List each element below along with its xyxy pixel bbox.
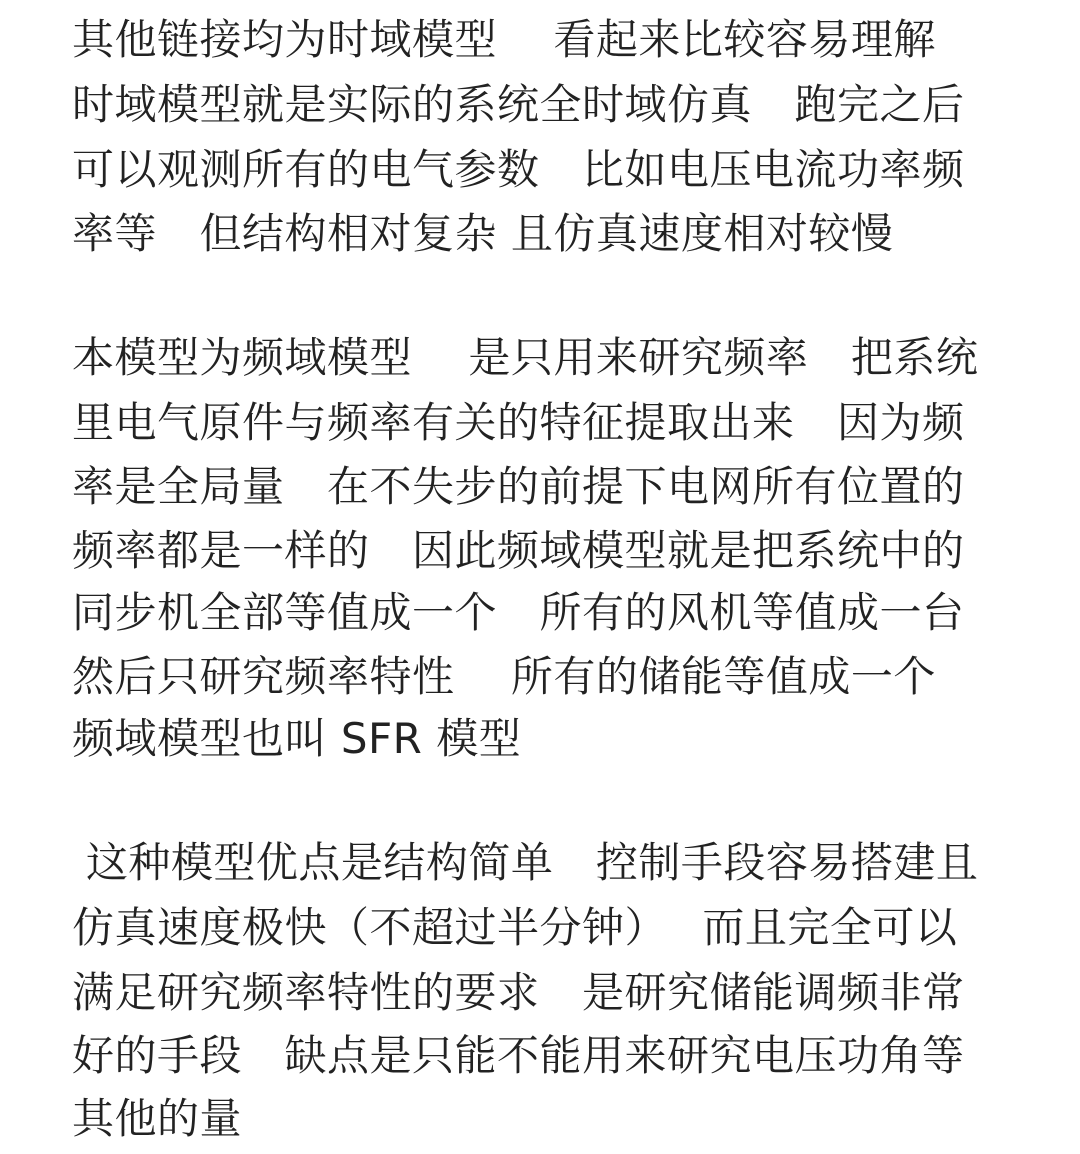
- text-line: 其他链接均为时域模型 看起来比较容易理解: [72, 15, 936, 64]
- text-line: 仿真速度极快（不超过半分钟） 而且完全可以: [72, 903, 958, 952]
- text-line: 时域模型就是实际的系统全时域仿真 跑完之后: [72, 80, 965, 129]
- text-line: 率是全局量 在不失步的前提下电网所有位置的: [72, 462, 965, 511]
- text-line: 满足研究频率特性的要求 是研究储能调频非常: [72, 968, 965, 1017]
- text-line: 频域模型也叫 SFR 模型: [72, 714, 522, 763]
- text-line: 其他的量: [72, 1094, 243, 1143]
- text-line: 频率都是一样的 因此频域模型就是把系统中的: [72, 526, 965, 575]
- text-line: 可以观测所有的电气参数 比如电压电流功率频: [72, 145, 965, 194]
- text-line: 里电气原件与频率有关的特征提取出来 因为频: [72, 398, 965, 447]
- text-line: 本模型为频域模型 是只用来研究频率 把系统: [72, 333, 979, 382]
- text-line: 同步机全部等值成一个 所有的风机等值成一台: [72, 588, 965, 637]
- text-line: 然后只研究频率特性 所有的储能等值成一个: [72, 652, 936, 701]
- text-line: 好的手段 缺点是只能不能用来研究电压功角等: [72, 1031, 965, 1080]
- text-line: 率等 但结构相对复杂 且仿真速度相对较慢: [72, 209, 894, 258]
- text-line: 这种模型优点是结构简单 控制手段容易搭建且: [72, 838, 979, 887]
